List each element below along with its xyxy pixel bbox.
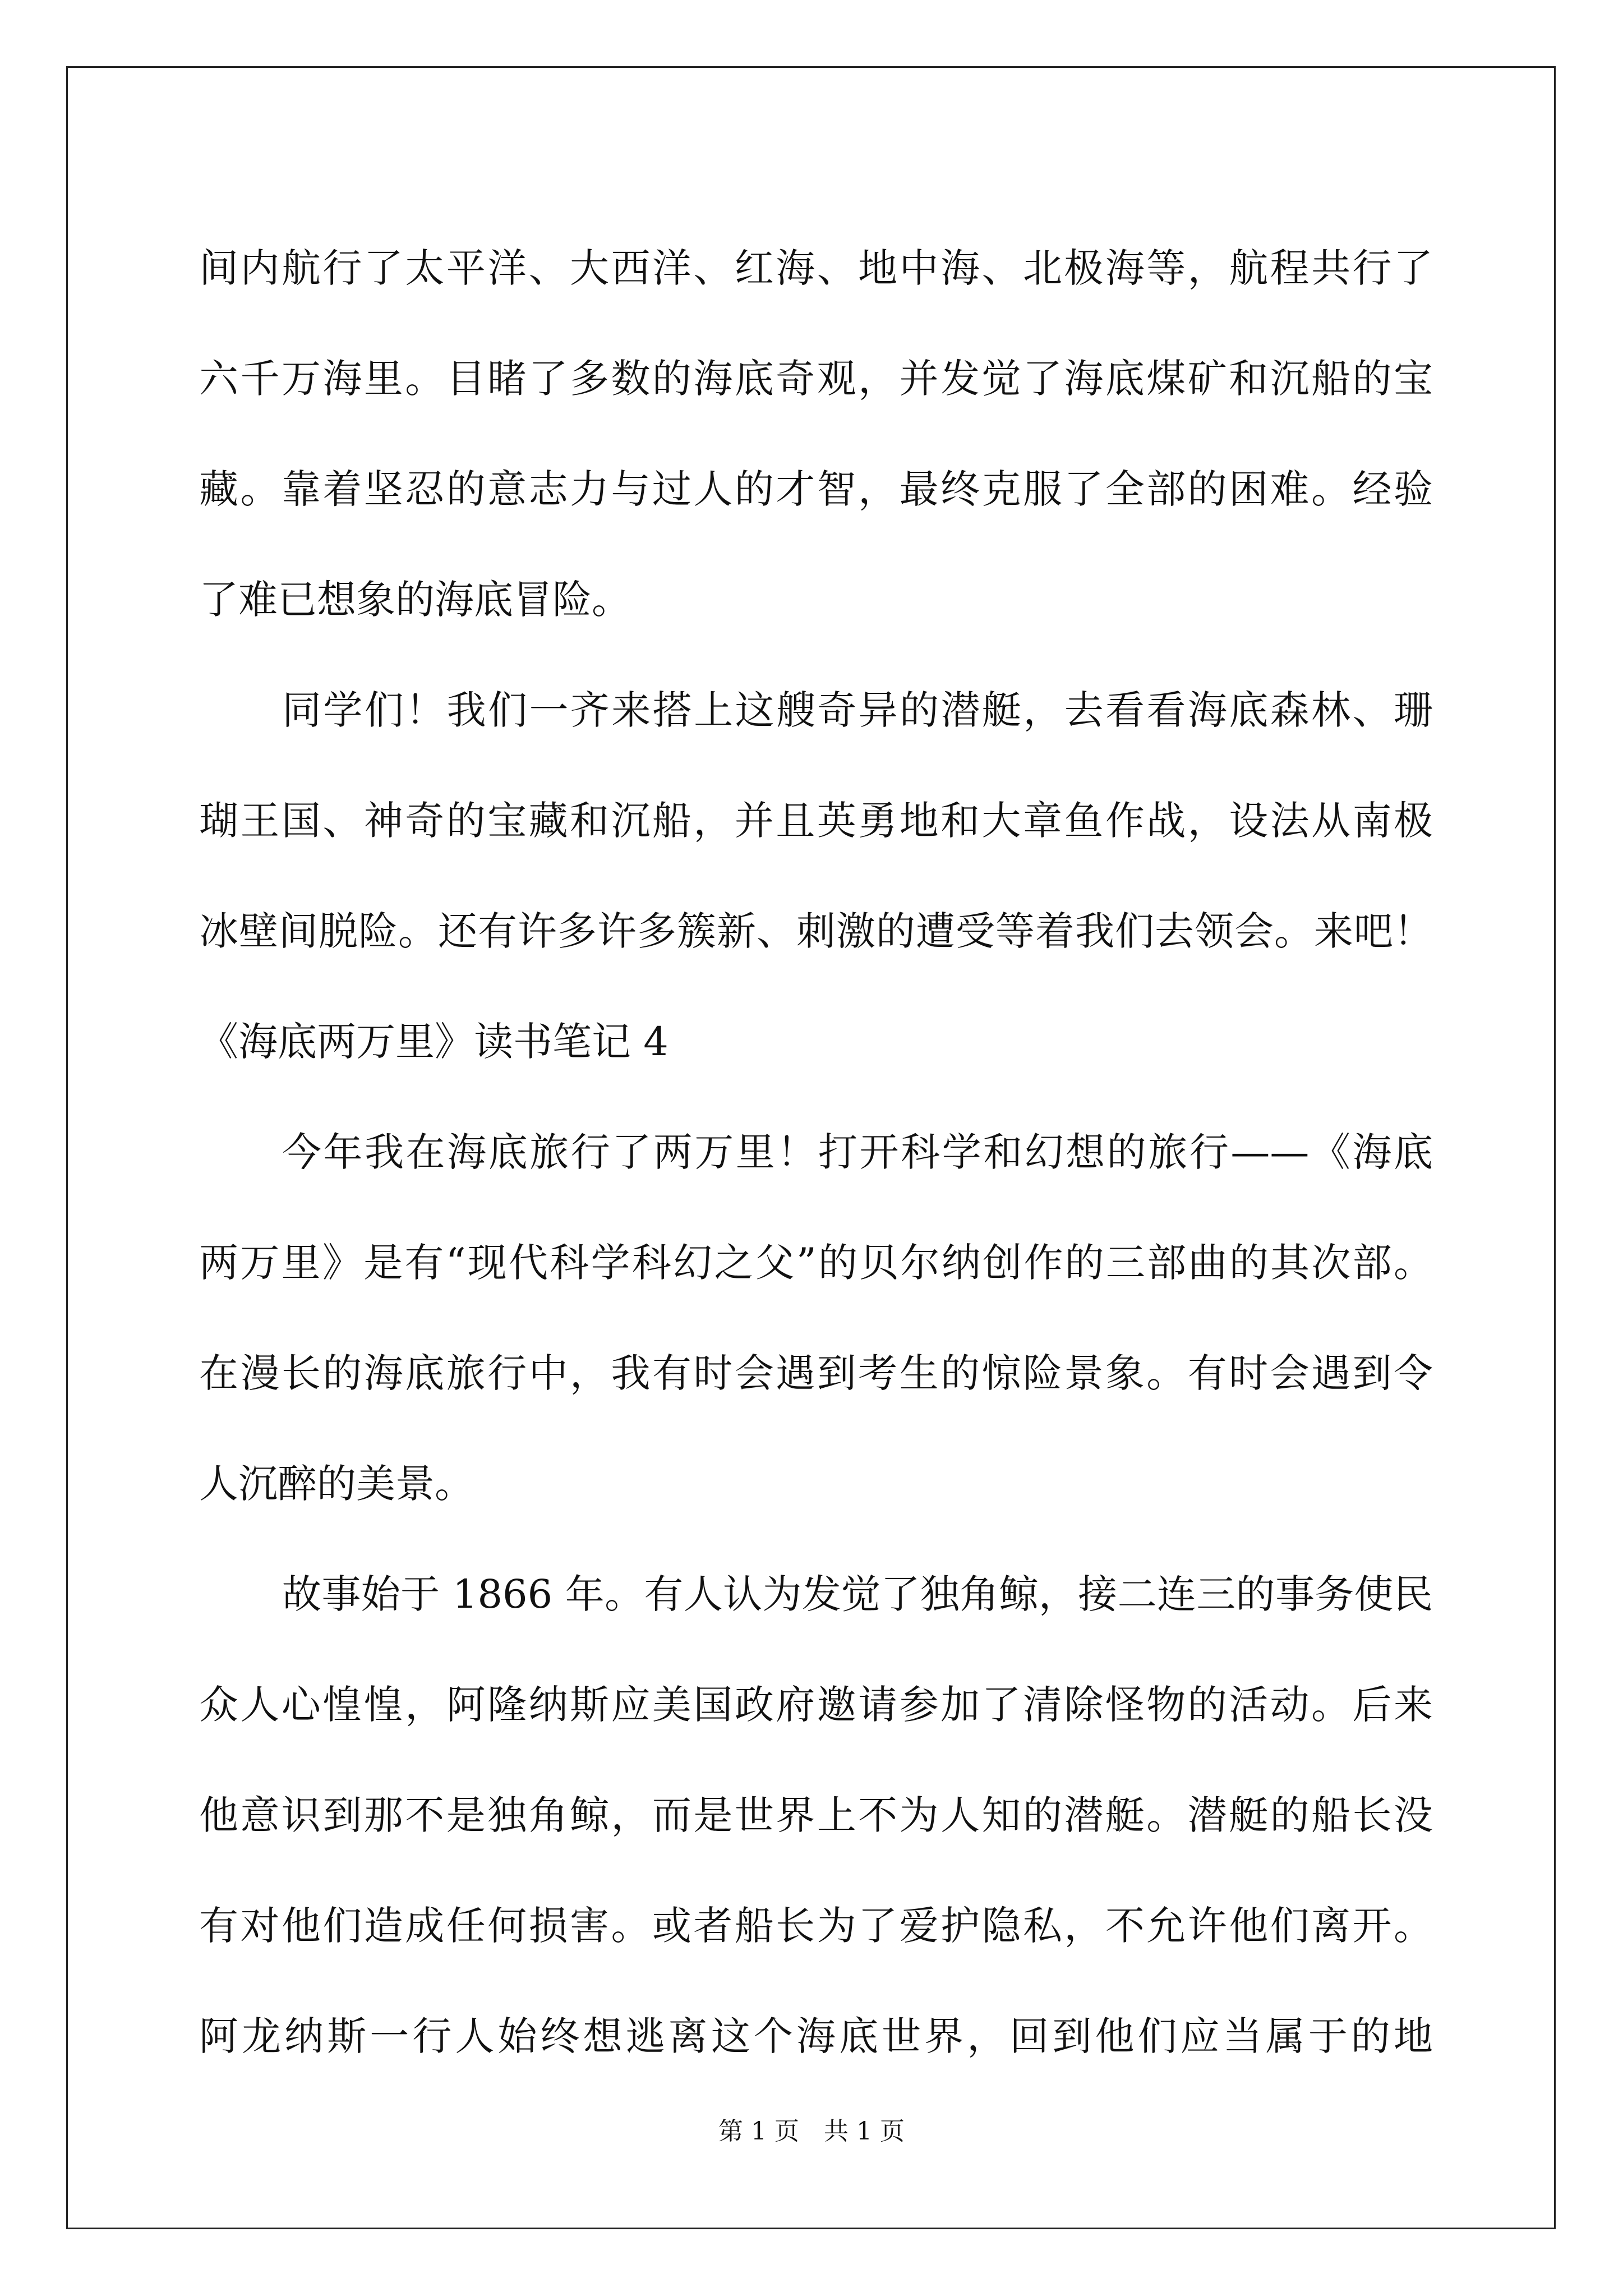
text-line: 两万里》是有“现代科学科幻之父”的贝尔纳创作的三部曲的其次部。 (199, 1240, 1433, 1286)
text-line: 今年我在海底旅行了两万里！打开科学和幻想的旅行——《海底 (282, 1129, 1433, 1175)
text-line: 故事始于 1866 年。有人认为发觉了独角鲸，接二连三的事务使民 (282, 1571, 1433, 1617)
text-line: 阿龙纳斯一行人始终想逃离这个海底世界，回到他们应当属于的地 (199, 2013, 1433, 2059)
page-footer (0, 2115, 1623, 2148)
text-line: 他意识到那不是独角鲸，而是世界上不为人知的潜艇。潜艇的船长没 (199, 1792, 1433, 1838)
page-total: 共 1 页 (824, 2117, 905, 2146)
text-line: 瑚王国、神奇的宝藏和沉船，并且英勇地和大章鱼作战，设法从南极 (199, 798, 1433, 844)
page-number: 第 1 页 (718, 2117, 799, 2146)
text-line: 人沉醉的美景。 (199, 1461, 474, 1507)
document-body (199, 213, 1433, 2092)
section-heading: 《海底两万里》读书笔记 4 (199, 1019, 668, 1065)
text-line: 在漫长的海底旅行中，我有时会遇到考生的惊险景象。有时会遇到令 (199, 1350, 1433, 1396)
text-line: 有对他们造成任何损害。或者船长为了爱护隐私，不允许他们离开。 (199, 1903, 1433, 1949)
text-line: 同学们！我们一齐来搭上这艘奇异的潜艇，去看看海底森林、珊 (282, 687, 1433, 733)
text-line: 了难已想象的海底冒险。 (199, 577, 631, 623)
text-line: 众人心惶惶，阿隆纳斯应美国政府邀请参加了清除怪物的活动。后来 (199, 1682, 1433, 1728)
text-line: 藏。靠着坚忍的意志力与过人的才智，最终克服了全部的困难。经验 (199, 466, 1433, 512)
text-line: 间内航行了太平洋、大西洋、红海、地中海、北极海等，航程共行了 (199, 245, 1433, 291)
text-line: 六千万海里。目睹了多数的海底奇观，并发觉了海底煤矿和沉船的宝 (199, 356, 1433, 402)
text-line: 冰壁间脱险。还有许多许多簇新、刺激的遭受等着我们去领会。来吧！ (199, 908, 1433, 954)
